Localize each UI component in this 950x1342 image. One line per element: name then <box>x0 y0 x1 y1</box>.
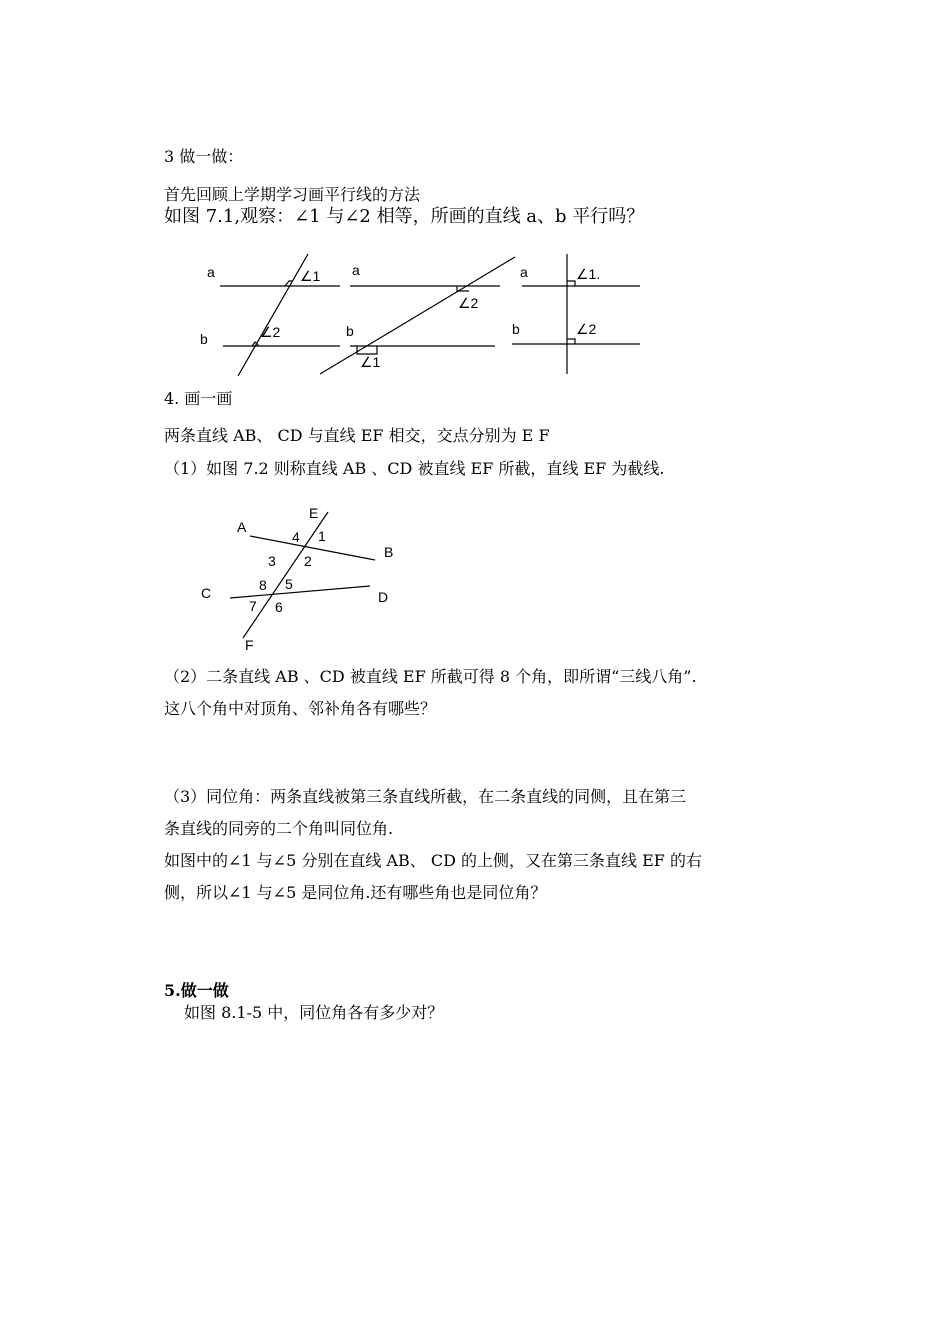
fig72-label-B: B <box>384 544 394 560</box>
fig72-label-D: D <box>378 589 389 605</box>
part-2-line-1: （2）二条直线 AB 、CD 被直线 EF 所截可得 8 个角，即所谓“三线八角”. <box>164 667 697 686</box>
fig72-angle-3: 3 <box>268 553 276 569</box>
section-4-line-2: （1）如图 7.2 则称直线 AB 、CD 被直线 EF 所截，直线 EF 为截线. <box>164 459 665 478</box>
fig71-angle2-b: ∠2 <box>458 295 479 311</box>
section-4-line-1: 两条直线 AB、 CD 与直线 EF 相交，交点分别为 E F <box>164 426 550 445</box>
part-3-line-2: 条直线的同旁的二个角叫同位角. <box>164 819 394 838</box>
fig72-angle-5: 5 <box>285 576 293 592</box>
section-5-line-1: 如图 8.1-5 中，同位角各有多少对？ <box>184 1003 444 1022</box>
fig72-angle-6: 6 <box>275 599 283 615</box>
section-3-line-2: 如图 7.1,观察：∠1 与∠2 相等，所画的直线 a、b 平行吗？ <box>164 206 645 227</box>
fig72-angle-1: 1 <box>318 528 326 544</box>
part-3-line-4: 侧，所以∠1 与∠5 是同位角.还有哪些角也是同位角？ <box>164 883 547 902</box>
fig71-label-b1: b <box>200 331 208 347</box>
fig71-angle1-c: ∠1. <box>576 266 601 282</box>
section-3-heading: 3 做一做： <box>164 147 244 166</box>
section-5-heading: 5.做一做 <box>164 981 229 1000</box>
fig71-angle2-a: ∠2 <box>260 324 281 340</box>
fig71-label-a2: a <box>352 262 360 278</box>
figure-7-2 <box>195 500 405 660</box>
fig71-label-b3: b <box>512 321 520 337</box>
part-3-line-3: 如图中的∠1 与∠5 分别在直线 AB、 CD 的上侧，又在第三条直线 EF 的右 <box>164 851 702 870</box>
part-2-line-2: 这八个角中对顶角、邻补角各有哪些？ <box>164 699 437 718</box>
fig71-label-a1: a <box>207 264 215 280</box>
fig71-angle1-a: ∠1 <box>300 268 321 284</box>
fig72-label-F: F <box>245 637 254 653</box>
section-3-line-1: 首先回顾上学期学习画平行线的方法 <box>164 185 421 204</box>
fig71-label-a3: a <box>520 264 528 280</box>
section-4-heading: 4. 画一画 <box>164 389 233 408</box>
fig71-label-b2: b <box>346 323 354 339</box>
fig71-angle1-b: ∠1 <box>360 354 381 370</box>
fig72-label-A: A <box>237 519 247 535</box>
fig72-angle-4: 4 <box>292 529 300 545</box>
fig72-label-C: C <box>201 585 212 601</box>
figure-7-1 <box>190 250 660 380</box>
fig72-label-E: E <box>309 505 319 521</box>
fig72-angle-2: 2 <box>304 553 312 569</box>
part-3-line-1: （3）同位角：两条直线被第三条直线所截，在二条直线的同侧，且在第三 <box>164 787 687 806</box>
fig71-angle2-c: ∠2 <box>576 321 597 337</box>
fig72-angle-7: 7 <box>249 598 257 614</box>
fig72-angle-8: 8 <box>259 577 267 593</box>
